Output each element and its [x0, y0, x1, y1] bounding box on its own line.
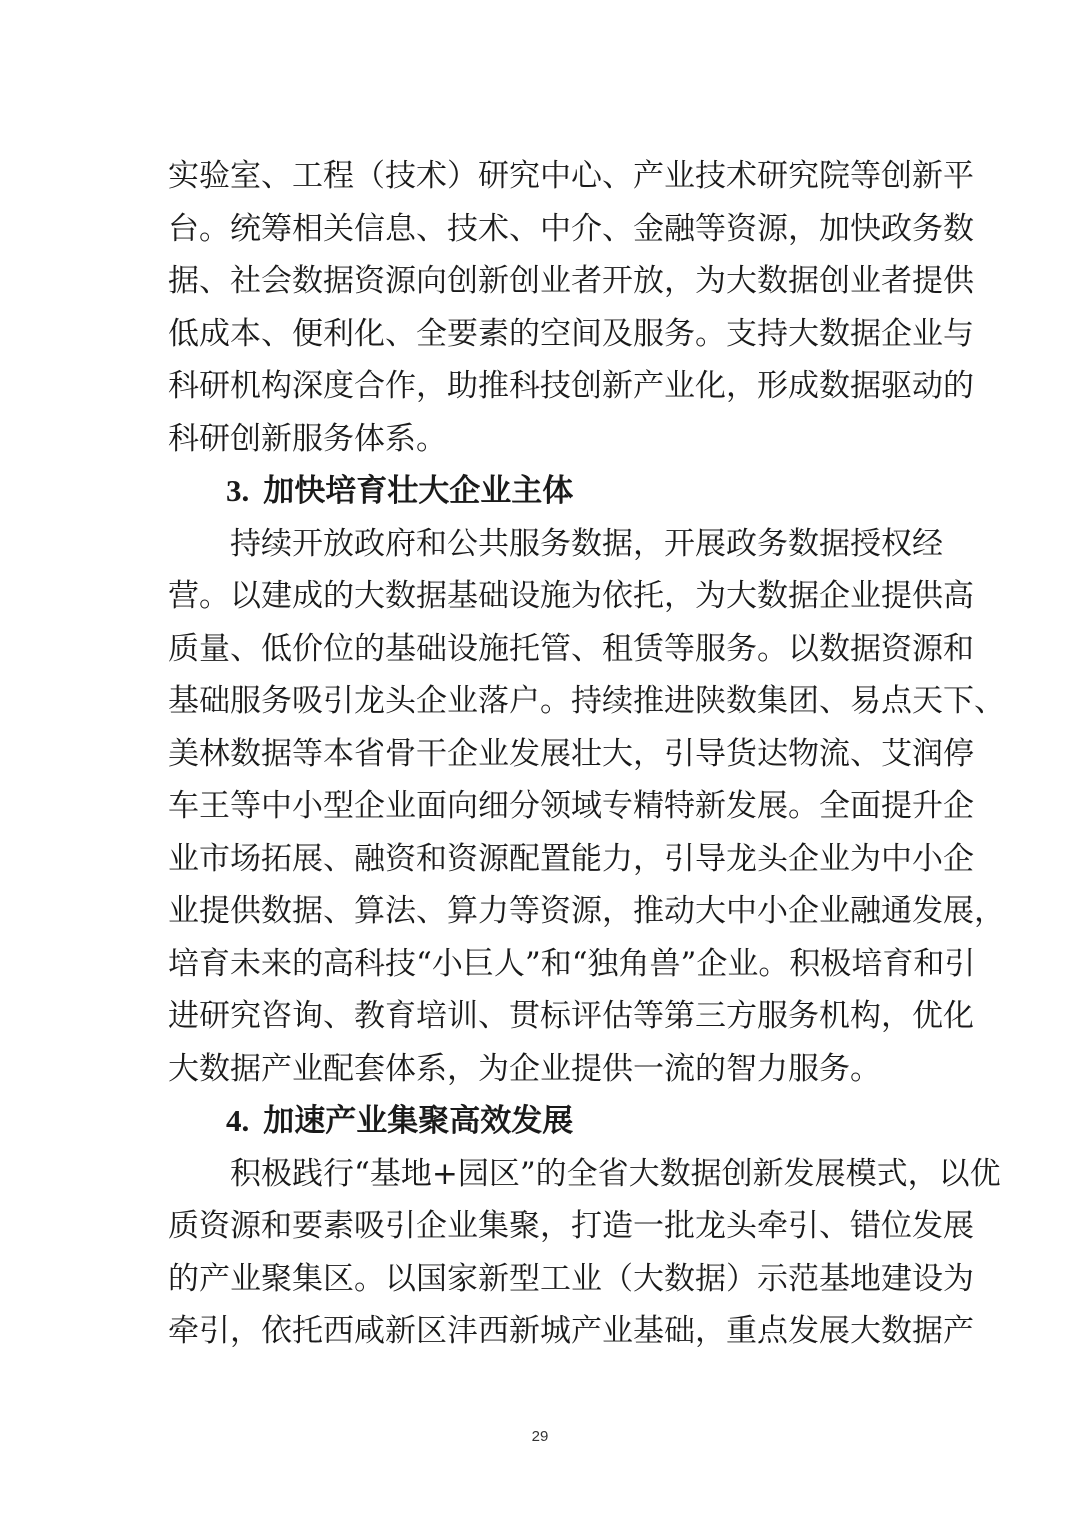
section-heading [168, 465, 920, 518]
section-title: 加快培育壮大企业主体 [263, 473, 574, 509]
document-body [168, 150, 1005, 1358]
section-heading [168, 1095, 920, 1148]
text-line: 营。以建成的大数据基础设施为依托，为大数据企业提供高 [168, 578, 974, 614]
text-line: 低成本、便利化、全要素的空间及服务。支持大数据企业与 [168, 315, 974, 352]
text-line: 质量、低价位的基础设施托管、租赁等服务。以数据资源和 [168, 630, 974, 667]
text-line: 基础服务吸引龙头企业落户。持续推进陕数集团、易点天下、 [168, 683, 1005, 719]
text-line: 台。统筹相关信息、技术、中介、金融等资源，加快政务数 [168, 210, 974, 247]
text-line: 车王等中小型企业面向细分领域专精特新发展。全面提升企 [168, 788, 974, 824]
paragraph [168, 518, 1005, 1096]
text-line: 业提供数据、算法、算力等资源，推动大中小企业融通发展， [168, 893, 1005, 929]
text-line: 牵引，依托西咸新区沣西新城产业基础，重点发展大数据产 [168, 1313, 974, 1349]
paragraph [168, 150, 974, 465]
section-number: 4. [226, 1103, 250, 1138]
section-title: 加速产业集聚高效发展 [263, 1103, 574, 1139]
text-line: 科研机构深度合作，助推科技创新产业化，形成数据驱动的 [168, 368, 974, 404]
text-line: 进研究咨询、教育培训、贯标评估等第三方服务机构，优化 [168, 998, 974, 1034]
text-line: 业市场拓展、融资和资源配置能力，引导龙头企业为中小企 [168, 840, 974, 877]
text-line: 持续开放政府和公共服务数据，开展政务数据授权经 [230, 525, 943, 562]
text-line: 实验室、工程（技术）研究中心、产业技术研究院等创新平 [168, 158, 974, 194]
page-number: 29 [531, 1428, 549, 1445]
section-number: 3. [226, 473, 250, 508]
text-line: 培育未来的高科技“小巨人”和“独角兽”企业。积极培育和引 [168, 945, 976, 982]
text-line: 积极践行“基地+园区”的全省大数据创新发展模式，以优 [230, 1155, 1001, 1192]
text-line: 的产业聚集区。以国家新型工业（大数据）示范基地建设为 [168, 1260, 974, 1297]
text-line: 质资源和要素吸引企业集聚，打造一批龙头牵引、错位发展 [168, 1208, 974, 1244]
text-line: 美林数据等本省骨干企业发展壮大，引导货达物流、艾润停 [168, 735, 974, 772]
text-line: 据、社会数据资源向创新创业者开放，为大数据创业者提供 [168, 263, 974, 299]
paragraph [168, 1148, 1001, 1358]
text-line: 大数据产业配套体系，为企业提供一流的智力服务。 [168, 1050, 881, 1087]
text-line: 科研创新服务体系。 [168, 420, 447, 457]
